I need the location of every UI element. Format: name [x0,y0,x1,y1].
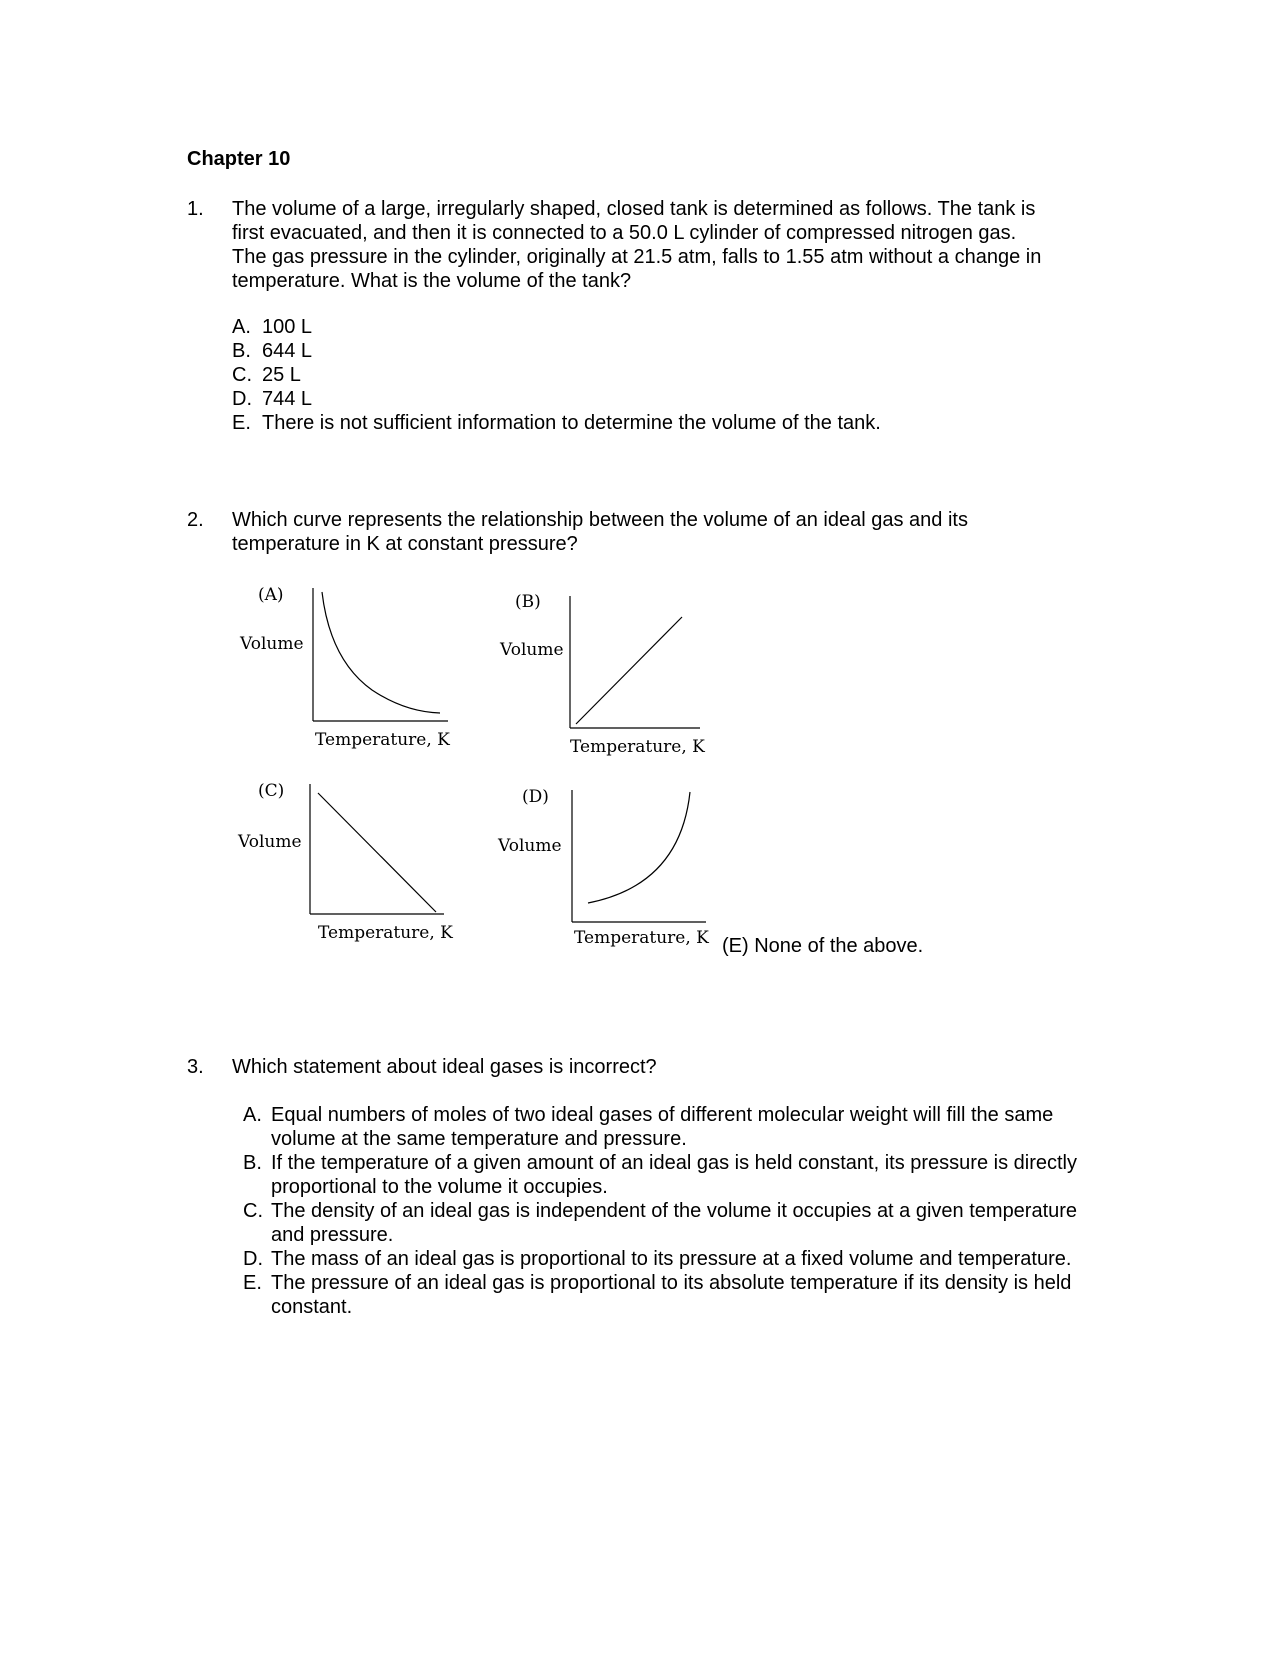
graph-d-ylabel: Volume [498,836,562,856]
option-letter: E. [243,1272,262,1294]
page-title: Chapter 10 [187,148,291,170]
option-letter: A. [243,1104,262,1126]
option-text: If the temperature of a given amount of an ideal gas is held constant, its pressure is directly proportional to the volume it occupies. [271,1152,1077,1198]
option-letter: A. [232,316,251,338]
option-3b [243,1151,1103,1199]
graph-c-ylabel: Volume [238,832,302,852]
question-3-number: 3. [187,1056,204,1078]
graph-a [239,585,450,750]
question-1-text: The volume of a large, irregularly shaped, closed tank is determined as follows. The tank is first evacuated, and then it is connected to a 50.0 L cylinder of compressed nitrogen gas. The gas pressure in the cylinder, originally at 21.5 atm, falls to 1.55 atm without a change in temperature. What is the volume of the tank? [232,198,1042,292]
graph-b-label: (B) [515,592,541,612]
option-3e [243,1271,1103,1319]
option-letter: D. [243,1248,263,1270]
option-text: 25 L [262,364,301,386]
question-3-text: Which statement about ideal gases is incorrect? [232,1056,657,1078]
graph-b [499,592,705,757]
question-2-number: 2. [187,509,204,531]
option-letter: B. [232,340,251,362]
graph-c-line [318,793,436,912]
option-text: The density of an ideal gas is independent of the volume it occupies at a given temperature and pressure. [271,1200,1078,1246]
graph-d [497,787,709,948]
graph-c [237,781,453,943]
option-letter: C. [232,364,252,386]
graph-a-label: (A) [258,585,284,605]
graph-d-label: (D) [522,787,549,807]
option-letter: D. [232,388,252,410]
graph-c-label: (C) [258,781,285,801]
option-text: The pressure of an ideal gas is proportional to its absolute temperature if its density is held constant. [271,1272,1072,1318]
graph-c-xlabel: Temperature, K [318,923,453,943]
option-3c [243,1199,1103,1247]
question-2-option-e: (E) None of the above. [722,935,924,957]
option-text: 744 L [262,388,313,410]
graph-b-xlabel: Temperature, K [570,737,705,757]
question-1-number: 1. [187,198,204,220]
option-text: The mass of an ideal gas is proportional to its pressure at a fixed volume and temperature. [271,1248,1072,1270]
option-3a [243,1103,1103,1151]
graph-a-ylabel: Volume [240,634,304,654]
option-3d [243,1247,1103,1271]
option-letter: E. [232,412,251,434]
option-letter: C. [243,1200,263,1222]
question-3-options [243,1103,1103,1319]
graph-b-line [576,617,682,724]
option-letter: B. [243,1152,262,1174]
graph-a-curve [322,592,440,713]
option-text: 644 L [262,340,313,362]
question-2-text: Which curve represents the relationship between the volume of an ideal gas and its temperature in K at constant pressure? [232,509,968,555]
graph-d-curve [588,792,690,903]
option-text: Equal numbers of moles of two ideal gases of different molecular weight will fill the same volume at the same temperature and pressure. [271,1104,1054,1150]
option-text: 100 L [262,316,313,338]
graph-b-ylabel: Volume [500,640,564,660]
graph-a-xlabel: Temperature, K [315,730,450,750]
graph-d-xlabel: Temperature, K [574,928,709,948]
option-text: There is not sufficient information to determine the volume of the tank. [262,412,881,434]
